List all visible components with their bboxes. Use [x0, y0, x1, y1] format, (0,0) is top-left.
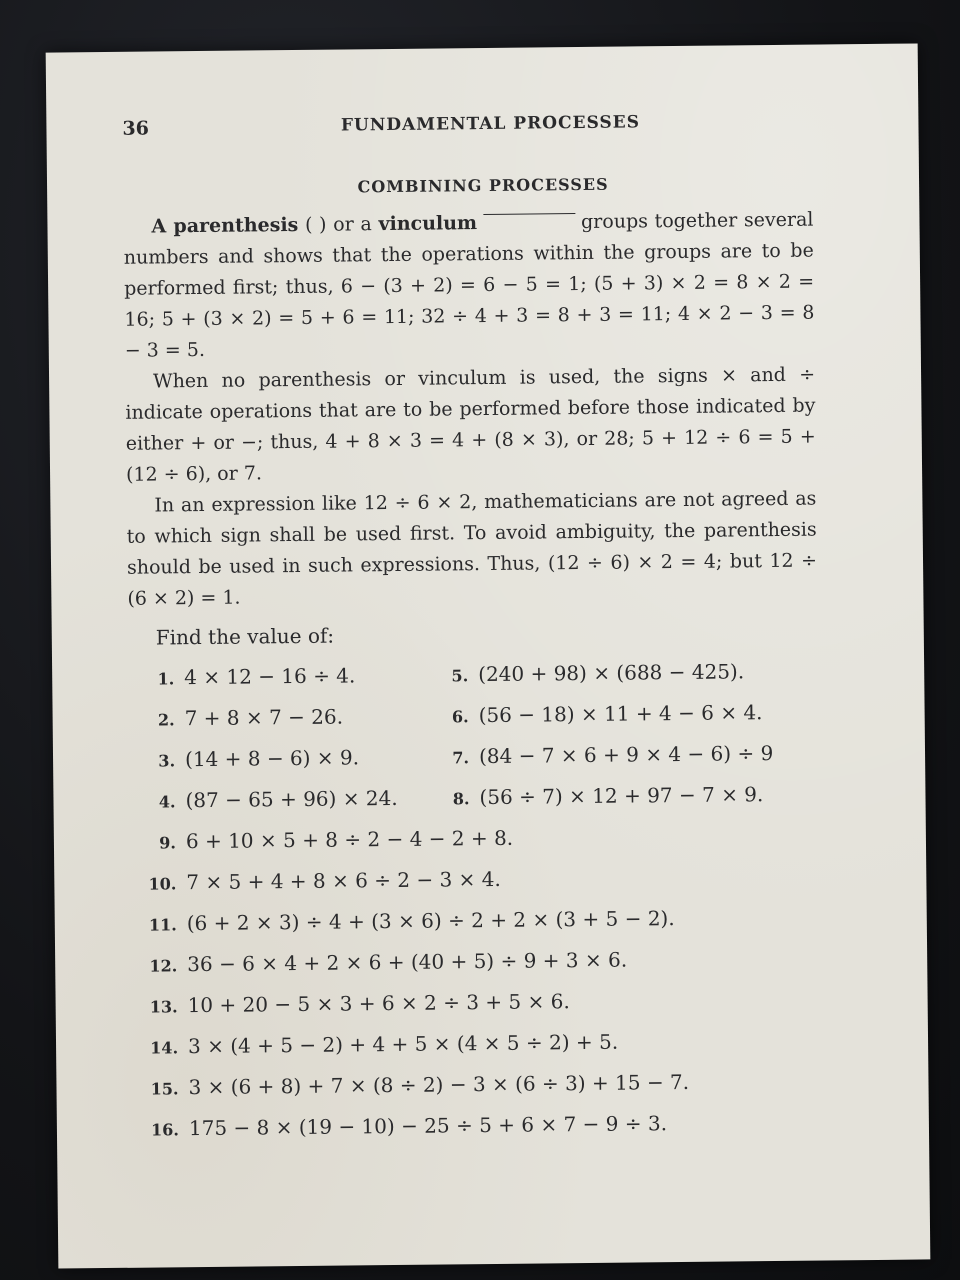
exercise-number: 5. — [451, 666, 469, 686]
book-page — [46, 43, 931, 1268]
exercise-expression: 4 × 12 − 16 ÷ 4. — [184, 663, 356, 690]
exercise-number: 8. — [452, 789, 470, 809]
instruction: Find the value of: — [155, 623, 335, 650]
exercise-1 — [138, 663, 355, 689]
exercise-number: 13. — [149, 997, 178, 1017]
exercise-expression: (56 − 18) × 11 + 4 − 6 × 4. — [478, 700, 763, 728]
exercise-number: 9. — [159, 833, 177, 853]
exercise-expression: 6 + 10 × 5 + 8 ÷ 2 − 4 − 2 + 8. — [185, 825, 514, 854]
exercise-expression: 7 × 5 + 4 + 8 × 6 ÷ 2 − 3 × 4. — [186, 866, 501, 895]
exercise-expression: (6 + 2 × 3) ÷ 4 + (3 × 6) ÷ 2 + 2 × (3 + 5 − 2). — [186, 906, 675, 936]
exercise-9 — [134, 826, 513, 854]
exercise-12 — [135, 948, 627, 977]
exercise-11 — [135, 906, 675, 936]
exercise-number: 14. — [150, 1038, 179, 1058]
exercise-5 — [432, 659, 744, 686]
exercise-number: 16. — [151, 1120, 180, 1140]
exercise-13 — [136, 989, 570, 1018]
exercise-expression: (56 ÷ 7) × 12 + 97 − 7 × 9. — [479, 782, 764, 810]
exercise-8 — [433, 782, 763, 809]
vinculum-line — [483, 213, 575, 215]
exercise-number: 12. — [149, 956, 178, 976]
exercise-number: 6. — [451, 707, 469, 727]
exercise-expression: 3 × (4 + 5 − 2) + 4 + 5 × (4 × 5 ÷ 2) + 5. — [187, 1029, 619, 1059]
page-number: 36 — [122, 117, 150, 140]
paragraph-1 — [123, 205, 815, 367]
exercise-15 — [136, 1070, 689, 1100]
paragraph-1-rest: groups together several numbers and shows that the operations within the groups are to be performed first; thus, 6 − (3 + 2) = 6 − 5 = 1; (5 + 3) × 2 = 8 × 2 = 16; 5 + (3 × 2) = 5 + 6 = 11; 32 ÷ 4 + 3 = 8 + 3 = 11; 4 × 2 − 3 = 8 − 3 = 5. — [123, 208, 815, 362]
paragraph-3: In an expression like 12 ÷ 6 × 2, mathematicians are not agreed as to which sign shall be used first. To avoid ambiguity, the parenthesis should be used in such expressions. Thus, (12 ÷ 6) × 2 = 4; but 12 ÷ (6 × 2) = 1. — [126, 487, 818, 610]
exercise-expression: 36 − 6 × 4 + 2 × 6 + (40 + 5) ÷ 9 + 3 × 6. — [187, 947, 628, 977]
term-parenthesis: A parenthesis — [151, 213, 299, 238]
connector-text: or a — [333, 213, 372, 236]
page-header — [122, 110, 858, 142]
exercise-number: 7. — [452, 748, 470, 768]
exercise-number: 11. — [148, 915, 177, 935]
body-text — [123, 205, 817, 615]
term-vinculum: vinculum — [378, 212, 478, 236]
paragraph-2: When no parenthesis or vinculum is used, the signs × and ÷ indicate operations that are to be performed before those indicated by either + or −; thus, 4 + 8 × 3 = 4 + (8 × 3), or 28; 5 + 12 ÷ 6 = 5 + (12 ÷ 6), or 7. — [125, 363, 816, 486]
exercise-expression: 7 + 8 × 7 − 26. — [184, 704, 344, 731]
section-title: COMBINING PROCESSES — [357, 174, 609, 197]
exercise-expression: (87 − 65 + 96) × 24. — [185, 785, 398, 813]
exercise-expression: 3 × (6 + 8) + 7 × (8 ÷ 2) − 3 × (6 ÷ 3) + 15 − 7. — [188, 1069, 690, 1100]
exercise-number: 15. — [150, 1079, 179, 1099]
exercise-3 — [139, 745, 359, 771]
exercise-expression: (240 + 98) × (688 − 425). — [478, 659, 745, 687]
exercise-number: 4. — [158, 792, 176, 812]
paren-symbol: ( ) — [304, 213, 327, 236]
exercise-number: 10. — [148, 874, 177, 894]
exercise-2 — [139, 705, 344, 731]
exercise-10 — [134, 867, 501, 895]
exercise-14 — [136, 1030, 618, 1059]
exercise-number: 1. — [157, 669, 175, 689]
running-head: FUNDAMENTAL PROCESSES — [340, 112, 641, 136]
exercise-number: 3. — [158, 751, 176, 771]
exercise-4 — [139, 786, 397, 813]
exercise-expression: (84 − 7 × 6 + 9 × 4 − 6) ÷ 9 — [478, 741, 774, 769]
exercise-16 — [137, 1111, 667, 1141]
exercise-expression: 175 − 8 × (19 − 10) − 25 ÷ 5 + 6 × 7 − 9 ÷ 3. — [188, 1111, 668, 1141]
exercise-expression: 10 + 20 − 5 × 3 + 6 × 2 ÷ 3 + 5 × 6. — [187, 989, 570, 1018]
exercise-expression: (14 + 8 − 6) × 9. — [184, 745, 360, 772]
exercise-number: 2. — [157, 710, 175, 730]
exercise-7 — [433, 741, 773, 769]
exercise-6 — [432, 700, 762, 727]
